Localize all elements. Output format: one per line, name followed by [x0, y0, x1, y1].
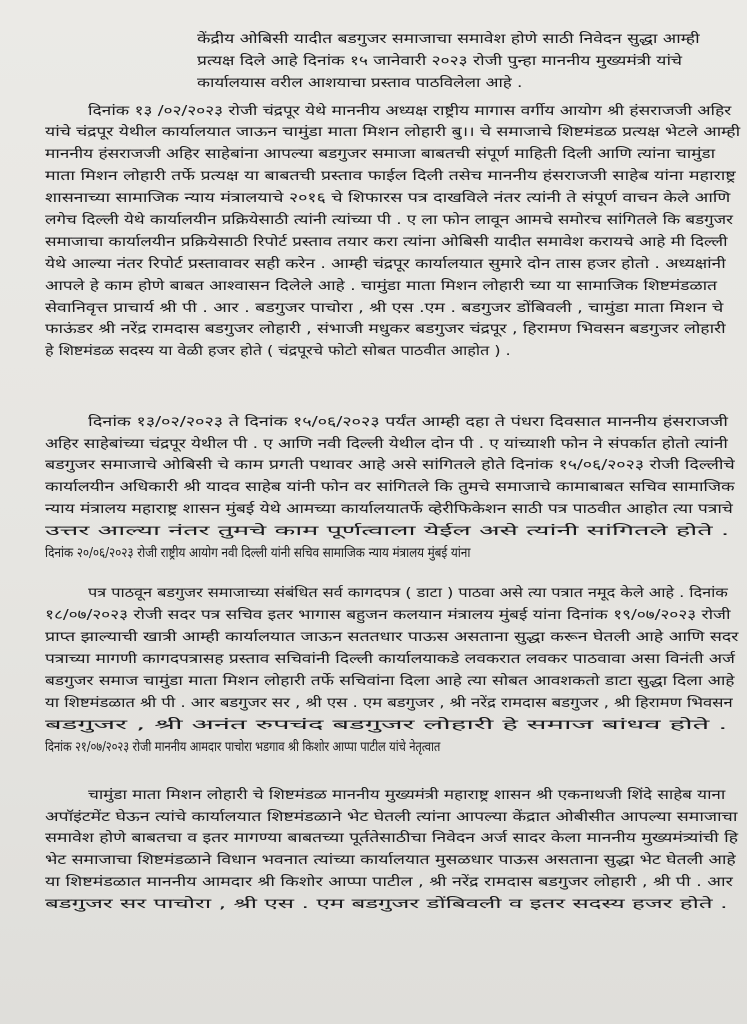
text-line: दिनांक १३ /०२/२०२३ रोजी चंद्रपूर येथे माननीय अध्यक्ष राष्ट्रीय मागास वर्गीय आयोग श्री हंसराजजी अहिर	[88, 104, 732, 119]
text-line: सेवानिवृत्त प्राचार्य श्री पी . आर . बडगुजर पाचोरा , श्री एस .एम . बडगुजर डोंबिवली , चामुंडा माता मिशन चे	[45, 301, 724, 316]
text-line: पत्र पाठवून बडगुजर समाजाच्या संबंधित सर्व कागदपत्र ( डाटा ) पाठवा असे त्या पत्रात नमूद केले आहे . दिनांक	[88, 586, 728, 601]
text-line: बडगुजर समाज चामुंडा माता मिशन लोहारी तर्फे सचिवांना दिला आहे त्या सोबत आवशकतो डाटा सुद्धा दिला आहे	[45, 674, 735, 689]
text-line: न्याय मंत्रालय महाराष्ट्र शासन मुंबई येथे आमच्या कार्यालयातर्फे व्हेरीफिकेशन साठी पत्र पाठवीत आहोत त्या पत्राचे	[45, 502, 733, 517]
text-line: लगेच दिल्ली येथे कार्यालयीन प्रक्रियेसाठी त्यांनी त्यांच्या पी . ए ला फोन लावून आमचे समोरच सांगितले कि बडगुजर	[45, 213, 733, 228]
text-line: दिनांक २०/०६/२०२३ रोजी राष्ट्रीय आयोग नवी दिल्ली यांनी सचिव सामाजिक न्याय मंत्रालय मुंबई यांना	[45, 546, 471, 561]
text-line: बडगुजर , श्री अनंत रुपचंद बडगुजर लोहारी हे समाज बांधव होते .	[45, 718, 728, 733]
text-line: १८/०७/२०२३ रोजी सदर पत्र सचिव इतर भागास बहुजन कलयान मंत्रालय मुंबई यांना दिनांक १९/०७/२०२३ रोजी	[45, 608, 731, 623]
text-line: प्रत्यक्ष दिले आहे दिनांक १५ जानेवारी २०२३ रोजी पुन्हा माननीय मुख्यमंत्री यांचे	[197, 54, 682, 69]
text-line: चामुंडा माता मिशन लोहारी चे शिष्टमंडळ माननीय मुख्यमंत्री महाराष्ट्र शासन श्री एकनाथजी शिंदे साहेब याना	[88, 788, 726, 803]
text-line: कार्यालयीन अधिकारी श्री यादव साहेब यांनी फोन वर सांगितले कि तुमचे समाजाचे कामाबाबत सचिव सामाजिक	[45, 480, 735, 495]
text-line: या शिष्टमंडळात श्री पी . आर बडगुजर सर , श्री एस . एम बडगुजर , श्री नरेंद्र रामदास बडगुजर , श्री हिरामण भिवसन	[45, 696, 733, 711]
text-line: माता मिशन लोहारी तर्फे प्रत्यक्ष या बाबतची प्रस्ताव फाईल दिली तसेच माननीय हंसराजजी साहेब यांना महाराष्ट्र	[45, 169, 736, 184]
text-line: बडगुजर सर पाचोरा , श्री एस . एम बडगुजर डोंबिवली व इतर सदस्य हजर होते .	[45, 897, 728, 912]
text-line: फाऊंडर श्री नरेंद्र रामदास बडगुजर लोहारी , संभाजी मधुकर बडगुजर चंद्रपूर , हिरामण भिवसन बडगुजर लोहारी	[45, 322, 726, 337]
text-line: शासनाच्या सामाजिक न्याय मंत्रालयाचे २०१६ चे शिफारस पत्र दाखविले नंतर त्यांनी ते संपूर्ण वाचन केले आणि	[45, 191, 731, 206]
text-line: अपॉइंटमेंट घेऊन त्यांचे कार्यालयात शिष्टमंडळाने भेट घेतली त्यांना आपल्या केंद्रात ओबीसीत आपल्या समाजाचा	[45, 810, 738, 825]
text-line: दिनांक २१/०७/२०२३ रोजी माननीय आमदार पाचोरा भडगाव श्री किशोर आप्पा पाटील यांचे नेतृत्वात	[45, 740, 441, 755]
text-line: प्राप्त झाल्याची खात्री आम्ही कार्यालयात जाऊन सततधार पाऊस असताना सुद्धा करून घेतली आहे आणि सदर	[45, 630, 739, 645]
text-line: उत्तर आल्या नंतर तुमचे काम पूर्णत्वाला येईल असे त्यांनी सांगितले होते .	[45, 524, 730, 539]
text-line: यांचे चंद्रपूर येथील कार्यालयात जाऊन चामुंडा माता मिशन लोहारी बु।। चे समाजाचे शिष्टमंडळ प्रत्यक्ष भेटले आम्ही	[45, 125, 740, 140]
text-line: भेट समाजाचा शिष्टमंडळाने विधान भवनात त्यांच्या कार्यालयात मुसळधार पाऊस असताना सुद्धा भेट घेतली आहे	[45, 853, 736, 868]
text-line: हे शिष्टमंडळ सदस्य या वेळी हजर होते ( चंद्रपूरचे फोटो सोबत पाठवीत आहोत ) .	[45, 344, 511, 359]
text-line: समाजाचा कार्यालयीन प्रक्रियेसाठी रिपोर्ट प्रस्ताव तयार करा त्यांना ओबिसी यादीत समावेश करायचे आहे मी दिल्ली	[45, 235, 728, 250]
text-line: बडगुजर समाजाचे ओबिसी चे काम प्रगती पथावर आहे असे सांगितले होते दिनांक १५/०६/२०२३ रोजी दिल्लीचे	[45, 458, 735, 473]
text-line: कार्यालयास वरील आशयाचा प्रस्ताव पाठविलेला आहे .	[197, 76, 523, 91]
text-line: येथे आल्या नंतर रिपोर्ट प्रस्तावावर सही करेन . आम्ही चंद्रपूर कार्यालयात सुमारे दोन तास हजर होतो . अध्यक्षांनी	[45, 257, 726, 272]
text-line: अहिर साहेबांच्या चंद्रपूर येथील पी . ए आणि नवी दिल्ली येथील दोन पी . ए यांच्याशी फोन ने संपर्कात होतो त्यांनी	[45, 437, 728, 452]
text-line: पत्राच्या मागणी कागदपत्रासह प्रस्ताव सचिवांनी दिल्ली कार्यालयाकडे लवकरात लवकर पाठवावा असा विनंती अर्ज	[45, 652, 735, 667]
text-line: आपले हे काम होणे बाबत आश्वासन दिलेले आहे . चामुंडा माता मिशन लोहारी च्या या सामाजिक शिष्टमंडळात	[45, 279, 717, 294]
text-line: समावेश होणे बाबतचा व इतर मागण्या बाबतच्या पूर्ततेसाठीचा निवेदन अर्ज सादर केला माननीय मुख्यमंत्र्यांची हि	[45, 831, 738, 846]
text-line: या शिष्टमंडळात माननीय आमदार श्री किशोर आप्पा पाटील , श्री नरेंद्र रामदास बडगुजर लोहारी , श्री पी . आर	[45, 875, 733, 890]
text-line: केंद्रीय ओबिसी यादीत बडगुजर समाजाचा समावेश होणे साठी निवेदन सुद्धा आम्ही	[197, 32, 700, 47]
text-line: दिनांक १३/०२/२०२३ ते दिनांक १५/०६/२०२३ पर्यंत आम्ही दहा ते पंधरा दिवसात माननीय हंसराजजी	[88, 415, 728, 430]
text-line: माननीय हंसराजजी अहिर साहेबांना आपल्या बडगुजर समाजा बाबतची संपूर्ण माहिती दिली आणि त्यांना चामुंडा	[45, 147, 715, 162]
